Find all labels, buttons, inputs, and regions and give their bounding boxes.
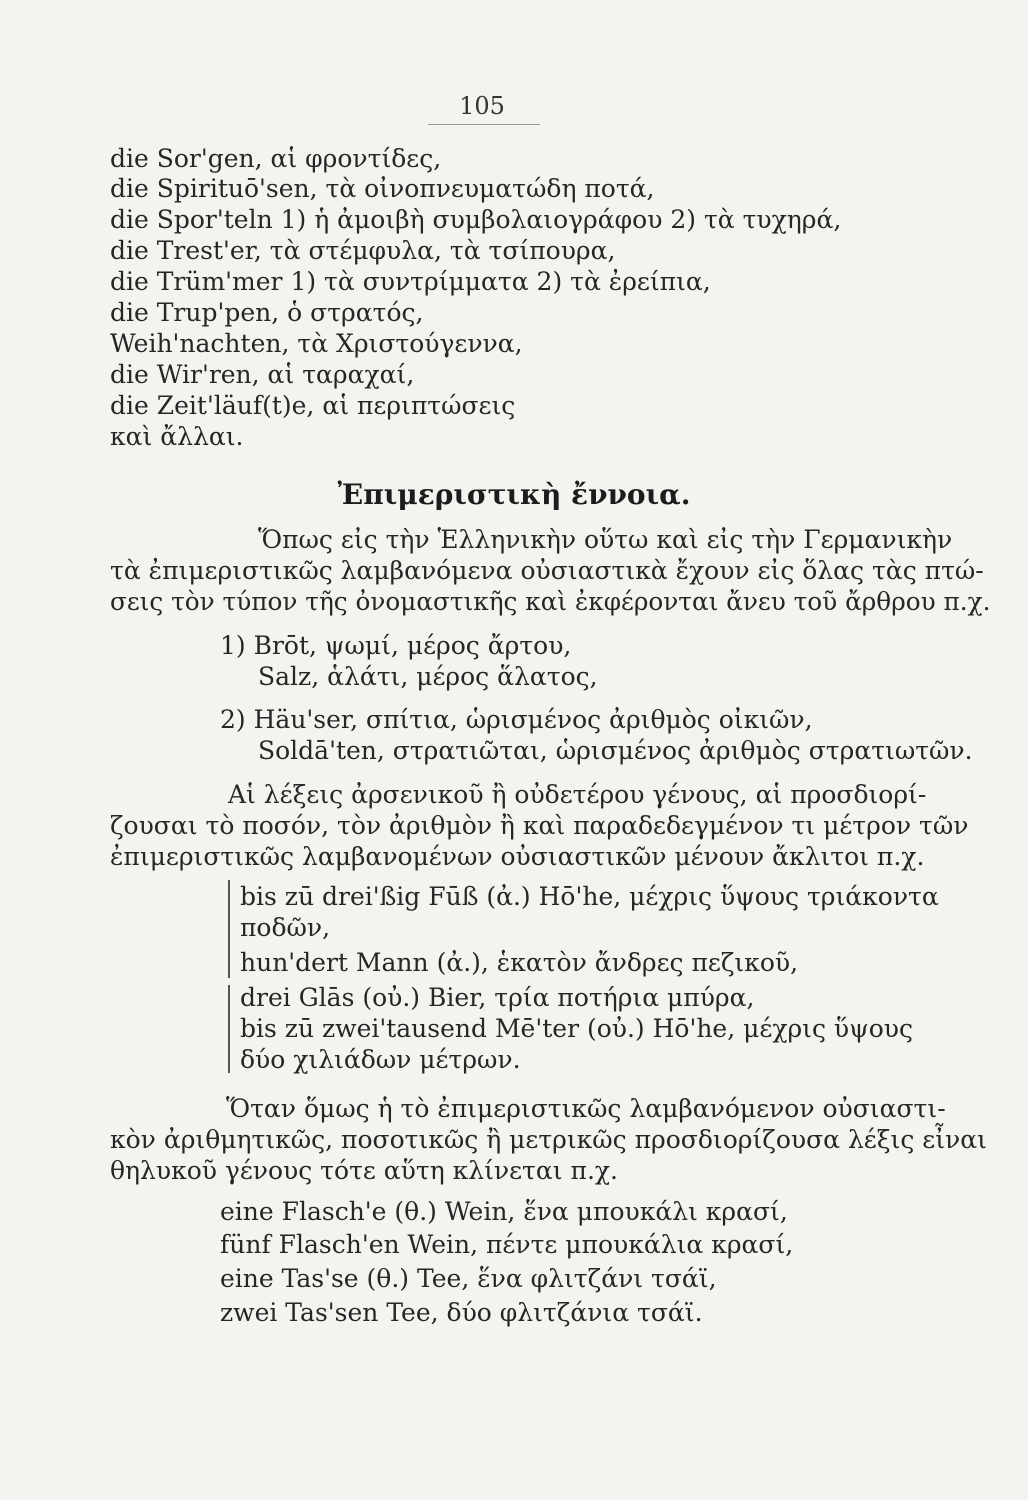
paragraph-line: κὸν ἀριθμητικῶς, ποσοτικῶς ἢ μετρικῶς προσδιορίζουσα λέξις εἶναι xyxy=(110,1125,987,1154)
example-line: 1) Brōt, ψωμί, μέρος ἄρτου, xyxy=(220,631,572,660)
vocab-line: Weih'nachten, τὰ Χριστούγεννα, xyxy=(110,329,523,358)
paragraph-line: θηλυκοῦ γένους τότε αὕτη κλίνεται π.χ. xyxy=(110,1156,618,1185)
example-line: drei Glās (οὐ.) Bier, τρία ποτήρια μπύρα, xyxy=(240,983,755,1012)
vocab-line: die Trüm'mer 1) τὰ συντρίμματα 2) τὰ ἐρείπια, xyxy=(110,267,711,296)
example-line: fünf Flasch'en Wein, πέντε μπουκάλια κρασί, xyxy=(220,1230,794,1259)
vocab-line: die Spor'teln 1) ἡ ἀμοιβὴ συμβολαιογράφου 2) τὰ τυχηρά, xyxy=(110,205,842,234)
example-line: ποδῶν, xyxy=(240,913,331,942)
vocab-line: die Wir'ren, αἱ ταραχαί, xyxy=(110,360,415,389)
vocab-line: die Sor'gen, αἱ φροντίδες, xyxy=(110,144,442,173)
paragraph-line: Ὅπως εἰς τὴν Ἑλληνικὴν οὕτω καὶ εἰς τὴν Γερμανικὴν xyxy=(258,525,953,554)
group-brace xyxy=(228,880,230,978)
vocab-line: die Spirituō'sen, τὰ οἰνοπνευματώδη ποτά, xyxy=(110,174,655,203)
section-heading: Ἐπιμεριστικὴ ἔννοια. xyxy=(337,478,691,511)
paragraph-line: Ὅταν ὅμως ἡ τὸ ἐπιμεριστικῶς λαμβανόμενον οὐσιαστι- xyxy=(226,1094,946,1123)
paragraph-line: Αἱ λέξεις ἀρσενικοῦ ἢ οὐδετέρου γένους, αἱ προσδιορί- xyxy=(228,780,927,809)
header-rule xyxy=(428,124,540,125)
paragraph-line: ἐπιμεριστικῶς λαμβανομένων οὐσιαστικῶν μένουν ἄκλιτοι π.χ. xyxy=(110,842,925,871)
example-line: hun'dert Mann (ἀ.), ἑκατὸν ἄνδρες πεζικοῦ, xyxy=(240,948,799,977)
example-line: bis zū drei'ßig Fūß (ἀ.) Hō'he, μέχρις ὕψους τριάκοντα xyxy=(240,882,939,911)
paragraph-line: σεις τὸν τύπον τῆς ὀνομαστικῆς καὶ ἐκφέρονται ἄνευ τοῦ ἄρθρου π.χ. xyxy=(110,587,991,616)
example-line: δύο χιλιάδων μέτρων. xyxy=(240,1045,521,1074)
example-line: 2) Häu'ser, σπίτια, ὡρισμένος ἀριθμὸς οἰκιῶν, xyxy=(220,705,813,734)
vocab-line: καὶ ἄλλαι. xyxy=(110,422,244,451)
example-line: Salz, ἁλάτι, μέρος ἅλατος, xyxy=(258,662,598,691)
vocab-line: die Trup'pen, ὁ στρατός, xyxy=(110,298,424,327)
vocab-line: die Zeit'läuf(t)e, αἱ περιπτώσεις xyxy=(110,391,516,420)
paragraph-line: τὰ ἐπιμεριστικῶς λαμβανόμενα οὐσιαστικὰ ἔχουν εἰς ὅλας τὰς πτώ- xyxy=(110,556,984,585)
example-line: eine Tas'se (θ.) Tee, ἕνα φλιτζάνι τσάϊ, xyxy=(220,1264,717,1293)
paragraph-line: ζουσαι τὸ ποσόν, τὸν ἀριθμὸν ἢ καὶ παραδεδεγμένον τι μέτρον τῶν xyxy=(110,811,969,840)
example-line: zwei Tas'sen Tee, δύο φλιτζάνια τσάϊ. xyxy=(220,1298,703,1327)
example-line: eine Flasch'e (θ.) Wein, ἕνα μπουκάλι κρασί, xyxy=(220,1197,788,1226)
example-line: Soldā'ten, στρατιῶται, ὡρισμένος ἀριθμὸς στρατιωτῶν. xyxy=(258,736,973,765)
vocab-line: die Trest'er, τὰ στέμφυλα, τὰ τσίπουρα, xyxy=(110,236,616,265)
example-line: bis zū zwei'tausend Mē'ter (οὐ.) Hō'he, μέχρις ὕψους xyxy=(240,1014,913,1043)
group-brace xyxy=(228,985,230,1073)
page-number: 105 xyxy=(459,92,505,120)
